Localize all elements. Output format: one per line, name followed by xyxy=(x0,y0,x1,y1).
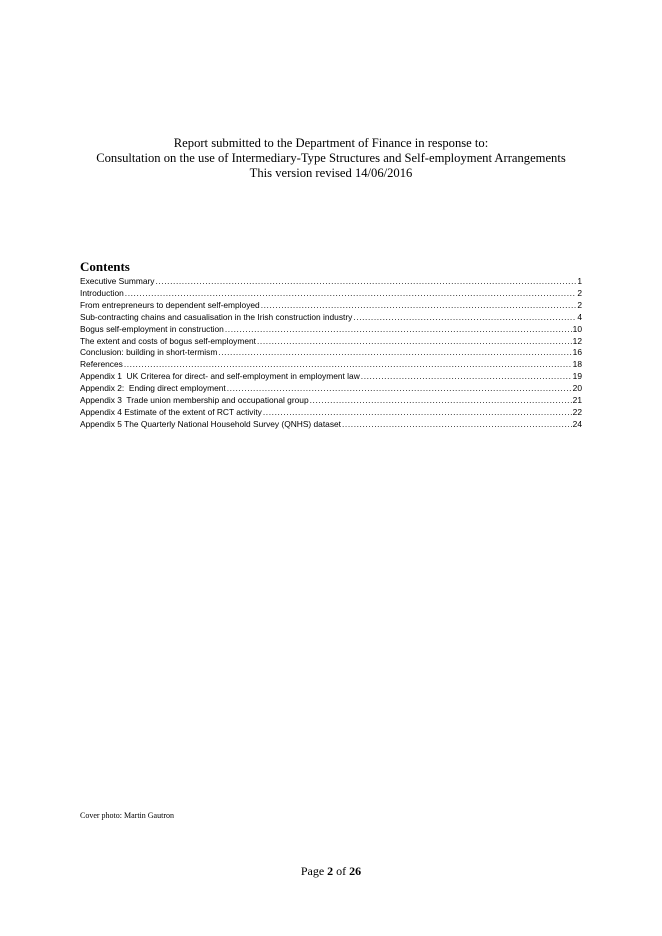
contents-heading: Contents xyxy=(80,259,130,274)
contents-entry-title: Introduction xyxy=(80,287,124,298)
contents-entry[interactable] xyxy=(80,395,582,407)
contents-entry-page: 20 xyxy=(572,383,582,394)
dot-leader xyxy=(227,383,572,395)
contents-entry-title: Appendix 3 Trade union membership and occupational group xyxy=(80,395,309,406)
report-header-line-1: Report submitted to the Department of Finance in response to: xyxy=(173,136,489,150)
contents-entry[interactable] xyxy=(80,407,582,419)
contents-entry-title: From entrepreneurs to dependent self-employed xyxy=(80,299,260,310)
dot-leader xyxy=(124,359,572,371)
of-word: of xyxy=(336,864,347,878)
contents-entry[interactable] xyxy=(80,419,582,431)
total-page-count: 26 xyxy=(349,864,362,878)
dot-leader xyxy=(218,347,571,359)
current-page-number: 2 xyxy=(327,864,334,878)
contents-entry[interactable] xyxy=(80,371,582,383)
contents-entry-page: 16 xyxy=(572,347,582,358)
contents-entry-page: 1 xyxy=(577,276,582,286)
page-number-footer xyxy=(0,864,662,878)
contents-entry[interactable] xyxy=(80,336,582,348)
dot-leader xyxy=(361,371,572,383)
contents-entry[interactable] xyxy=(80,324,582,336)
contents-entry[interactable] xyxy=(80,347,582,359)
contents-entry[interactable] xyxy=(80,276,582,288)
report-header-line-2: Consultation on the use of Intermediary-Type Structures and Self-employment Arrangements xyxy=(96,151,566,165)
contents-entry-title: The extent and costs of bogus self-employment xyxy=(80,335,256,346)
contents-entry[interactable] xyxy=(80,383,582,395)
contents-entry-page: 12 xyxy=(572,335,582,346)
contents-entry-title: Appendix 2: Ending direct employment xyxy=(80,383,226,394)
table-of-contents xyxy=(80,260,582,431)
dot-leader xyxy=(263,407,572,419)
contents-entry-title: References xyxy=(80,359,123,370)
contents-entry-page: 21 xyxy=(572,395,582,406)
contents-entry-title: Executive Summary xyxy=(80,276,155,286)
contents-entry-page: 10 xyxy=(572,323,582,334)
cover-photo-credit: Cover photo: Martin Gautron xyxy=(80,811,174,820)
dot-leader xyxy=(125,288,577,300)
contents-entry-title: Conclusion: building in short-termism xyxy=(80,347,218,358)
contents-entry-title: Appendix 1 UK Criterea for direct- and self-employment in employment law xyxy=(80,371,360,382)
contents-entry-page: 2 xyxy=(577,299,582,310)
contents-entry-title: Sub-contracting chains and casualisation in the Irish construction industry xyxy=(80,311,353,322)
contents-entry-page: 4 xyxy=(577,311,582,322)
contents-entry-title: Appendix 5 The Quarterly National Household Survey (QNHS) dataset xyxy=(80,418,341,429)
contents-entry-page: 19 xyxy=(572,371,582,382)
contents-entry[interactable] xyxy=(80,300,582,312)
page-word: Page xyxy=(300,864,325,878)
contents-entry[interactable] xyxy=(80,359,582,371)
contents-entry[interactable] xyxy=(80,288,582,300)
contents-entry-page: 2 xyxy=(577,287,582,298)
report-header-revision-line: This version revised 14/06/2016 xyxy=(249,166,413,180)
contents-entry-title: Appendix 4 Estimate of the extent of RCT activity xyxy=(80,406,262,417)
contents-entry-page: 18 xyxy=(572,359,582,370)
contents-entry-title: Bogus self-employment in construction xyxy=(80,323,224,334)
dot-leader xyxy=(155,276,576,288)
contents-entry[interactable] xyxy=(80,312,582,324)
contents-entry-page: 22 xyxy=(572,406,582,417)
dot-leader xyxy=(310,395,572,407)
dot-leader xyxy=(257,336,572,348)
report-header xyxy=(0,136,662,181)
dot-leader xyxy=(353,312,576,324)
dot-leader xyxy=(342,419,572,431)
contents-entry-page: 24 xyxy=(572,418,582,429)
contents-list xyxy=(80,276,582,431)
dot-leader xyxy=(225,324,572,336)
dot-leader xyxy=(261,300,577,312)
